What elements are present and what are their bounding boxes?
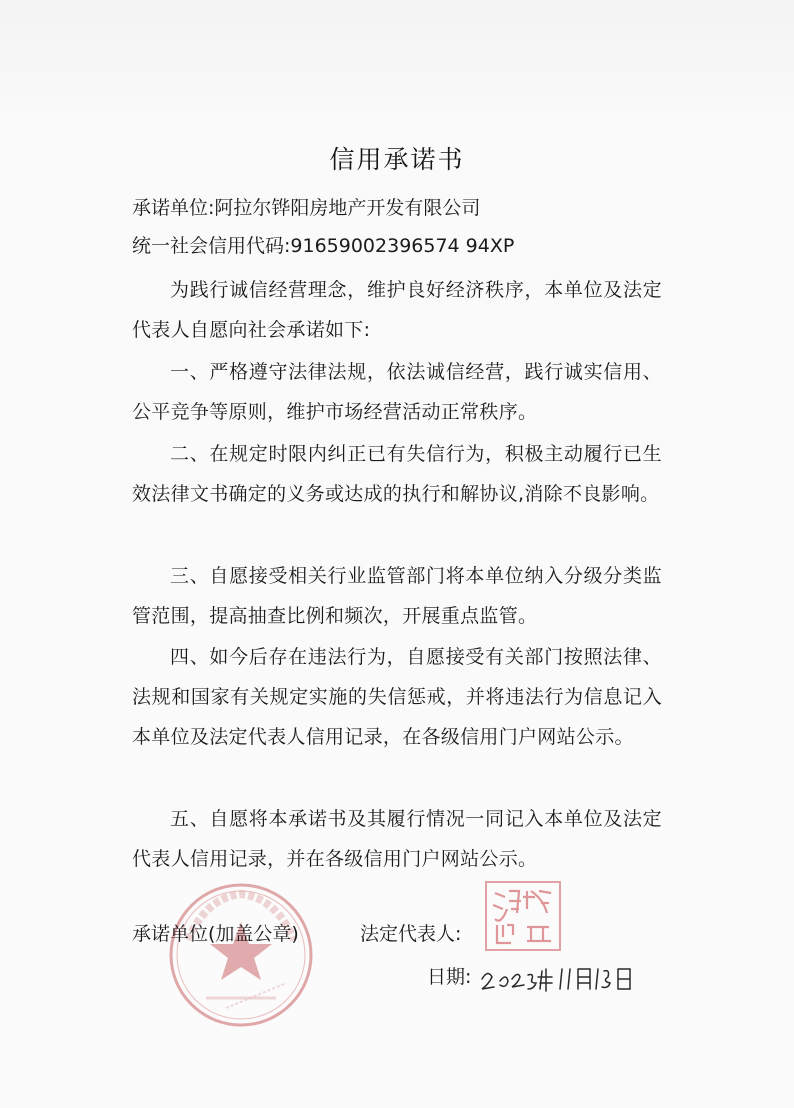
legal-rep-label: 法定代表人: (360, 923, 462, 945)
item-5: 五、自愿将本承诺书及其履行情况一同记入本单位及法定代表人信用记录，并在各级信用门户网站公示。 (132, 808, 662, 870)
item-4: 四、如今后存在违法行为，自愿接受有关部门按照法律、法规和国家有关规定实施的失信惩戒，并将违法行为信息记入本单位及法定代表人信用记录，在各级信用门户网站公示。 (132, 646, 662, 748)
item-1: 一、严格遵守法律法规，依法诚信经营，践行诚实信用、公平竞争等原则，维护市场经营活动正常秩序。 (132, 361, 662, 423)
company-seal (166, 880, 316, 1030)
personal-seal-icon (483, 879, 563, 953)
unit-seal-label: 承诺单位(加盖公章) (132, 923, 299, 945)
document-title: 信用承诺书 (329, 145, 465, 174)
credit-code-line: 统一社会信用代码:91659002396574 94XP (132, 235, 515, 257)
intro-paragraph: 为践行诚信经营理念，维护良好经济秩序，本单位及法定代表人自愿向社会承诺如下: (132, 279, 662, 341)
company-seal-icon (166, 880, 316, 1030)
unit-line: 承诺单位:阿拉尔铧阳房地产开发有限公司 (132, 197, 481, 219)
date-label: 日期: (427, 966, 472, 988)
handwritten-date (478, 959, 638, 995)
item-3: 三、自愿接受相关行业监管部门将本单位纳入分级分类监管范围，提高抽查比例和频次，开展重点监管。 (132, 565, 662, 627)
item-2: 二、在规定时限内纠正已有失信行为，积极主动履行已生效法律文书确定的义务或达成的执行和解协议,消除不良影响。 (132, 443, 662, 505)
legal-rep-stamp (483, 879, 563, 953)
handwritten-date-icon (478, 959, 638, 995)
